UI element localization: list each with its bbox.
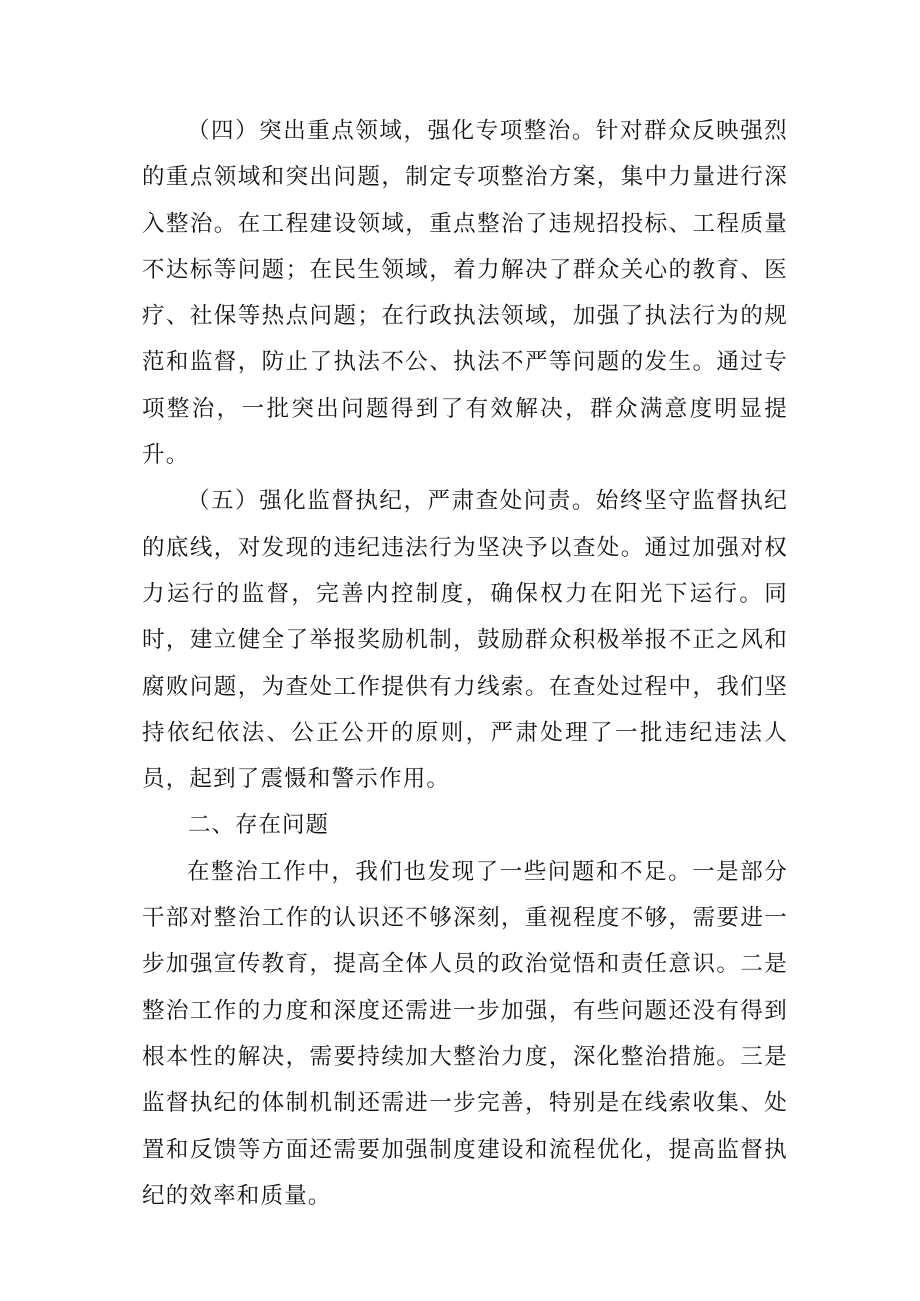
paragraph-special-rectification: （四）突出重点领域，强化专项整治。针对群众反映强烈的重点领域和突出问题，制定专项整治方案，集中力量进行深入整治。在工程建设领域，重点整治了违规招投标、工程质量不达标等问题；在民生领域，着力解决了群众关心的教育、医疗、社保等热点问题；在行政执法领域，加强了执法行为的规范和监督，防止了执法不公、执法不严等问题的发生。通过专项整治，一批突出问题得到了有效解决，群众满意度明显提升。 <box>142 118 788 469</box>
paragraph-existing-problems: 在整治工作中，我们也发现了一些问题和不足。一是部分干部对整治工作的认识还不够深刻，重视程度不够，需要进一步加强宣传教育，提高全体人员的政治觉悟和责任意识。二是整治工作的力度和深度还需进一步加强，有些问题还没有得到根本性的解决，需要持续加大整治力度，深化整治措施。三是监督执纪的体制机制还需进一步完善，特别是在线索收集、处置和反馈等方面还需要加强制度建设和流程优化，提高监督执纪的效率和质量。 <box>142 858 788 1209</box>
section-heading-existing-problems: 二、存在问题 <box>188 812 330 839</box>
document-body <box>142 108 788 1219</box>
paragraph-supervision-discipline: （五）强化监督执纪，严肃查处问责。始终坚守监督执纪的底线，对发现的违纪违法行为坚决予以查处。通过加强对权力运行的监督，完善内控制度，确保权力在阳光下运行。同时，建立健全了举报奖励机制，鼓励群众积极举报不正之风和腐败问题，为查处工作提供有力线索。在查处过程中，我们坚持依纪依法、公正公开的原则，严肃处理了一批违纪违法人员，起到了震慑和警示作用。 <box>142 488 788 793</box>
